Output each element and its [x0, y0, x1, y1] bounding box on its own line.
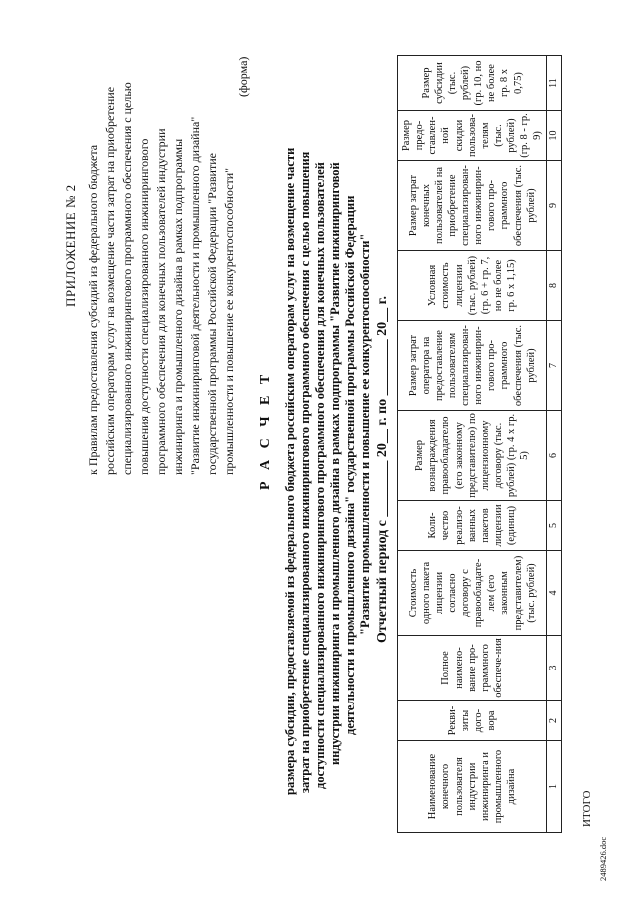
appendix-line-9: промышленности и повышение ее конкурентоспособности": [222, 167, 236, 475]
appendix-line-8: государственной программы Российской Федерации "Развитие: [205, 153, 219, 475]
col-number: 9: [547, 161, 562, 251]
appendix-line-6: инжиниринга и промышленного дизайна в рамках подпрограммы: [171, 138, 185, 475]
col-header-license-cost: Стоимость одного пакета лицензии согласно договору с правообладате-лем (его законным представителем) (тыс. рублей): [398, 551, 547, 636]
appendix-line-1: к Правилам предоставления субсидий из федерального бюджета: [86, 144, 100, 475]
col-number: 6: [547, 411, 562, 501]
title-line-5: деятельности и промышленного дизайна" государственной программы Российской Федерации: [343, 195, 357, 735]
document-reference: 2489426.doc: [598, 836, 608, 881]
col-header-contract-details: Рекви-зиты дого-вора: [398, 701, 547, 741]
col-header-end-user-costs: Размер затрат конечных пользователей на приобретение специализирован-ного инжинирин-гового про-граммного обеспечения (тыс. рублей): [398, 161, 547, 251]
reporting-period: Отчетный период с ________ 20__ г. по ________ 20__ г.: [375, 296, 390, 643]
total-label: ИТОГО: [581, 790, 593, 827]
appendix-line-2: российским операторам услуг на возмещение части затрат на приобретение: [103, 86, 117, 475]
col-number: 2: [547, 701, 562, 741]
col-number: 1: [547, 741, 562, 833]
table-column-number-row: [547, 56, 562, 833]
col-header-operator-costs: Размер затрат оператора на предоставление пользователям специализирован-ного инжинирин-гового про-граммного обеспечения (тыс. рублей): [398, 321, 547, 411]
col-header-license-count: Коли-чество реализо-ванных пакетов лицензии (единиц): [398, 501, 547, 551]
col-header-conditional-cost: Условная стоимость лицензии (тыс. рублей) (гр. 6 + гр. 7, но не более гр. 6 х 1,15): [398, 251, 547, 321]
col-number: 8: [547, 251, 562, 321]
document-heading: Р А С Ч Е Т: [258, 370, 273, 490]
col-number: 4: [547, 551, 562, 636]
appendix-line-7: "Развитие инжиниринговой деятельности и промышленного дизайна": [188, 116, 202, 475]
appendix-line-5: программного обеспечения для конечных пользователей индустрии: [154, 128, 168, 475]
col-header-rightholder-fee: Размер вознаграждения правообладателю (его законному представителю) по лицензионному договору (тыс. рублей) (гр. 4 х гр. 5): [398, 411, 547, 501]
title-line-3: доступности специализированного инжинирингового программного обеспечения для конечных пользователей: [313, 162, 327, 789]
title-line-4: индустрии инжиниринга и промышленного дизайна в рамках подпрограммы "Развитие инжиниринговой: [328, 162, 342, 765]
appendix-line-4: повышения доступности специализированного инжинирингового: [137, 138, 151, 475]
form-label: (форма): [236, 56, 250, 97]
col-number: 3: [547, 636, 562, 701]
col-header-subsidy: Размер субсидии (тыс. рублей) (гр. 10, но не более гр. 8 х 0,75): [398, 56, 547, 111]
col-number: 11: [547, 56, 562, 111]
appendix-title: ПРИЛОЖЕНИЕ № 2: [63, 184, 78, 307]
title-line-6: "Развитие промышленности и повышение ее конкурентоспособности": [358, 233, 372, 635]
calculation-table: [397, 55, 562, 833]
title-line-2: затрат на приобретение специализированного инжинирингового программного обеспечения с целью повышения: [298, 151, 312, 793]
col-number: 7: [547, 321, 562, 411]
col-number: 5: [547, 501, 562, 551]
col-header-software-name: Полное наимено-вание про-граммного обеспече-ния: [398, 636, 547, 701]
title-line-1: размера субсидии, предоставляемой из федерального бюджета российским операторам услуг на возмещение части: [283, 147, 297, 795]
appendix-line-3: специализированного инжинирингового программного обеспечения с целью: [120, 82, 134, 475]
col-header-end-user: Наименование конечного пользователя индустрии инжиниринга и промышленного дизайна: [398, 741, 547, 833]
col-number: 10: [547, 111, 562, 161]
table-header-row: [398, 56, 547, 833]
col-header-discount: Размер предо-ставлен-ной скидки пользова-телям (тыс. рублей) (гр. 8 - гр. 9): [398, 111, 547, 161]
